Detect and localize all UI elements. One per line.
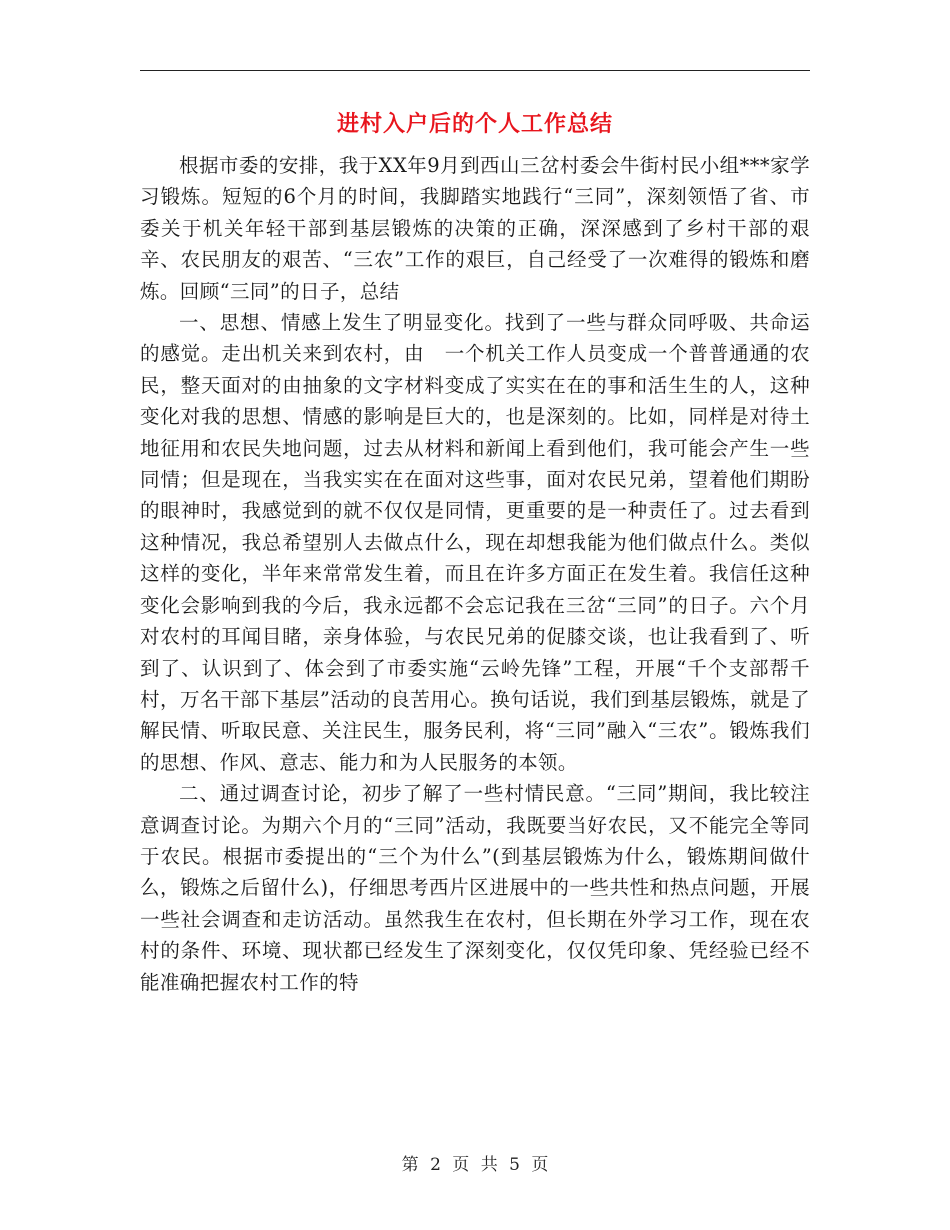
paragraph-intro: 根据市委的安排，我于XX年9月到西山三岔村委会牛街村民小组***家学习锻炼。短短的6个月的时间，我脚踏实地践行“三同”，深刻领悟了省、市委关于机关年轻干部到基层锻炼的决策的正确，深深感到了乡村干部的艰辛、农民朋友的艰苦、“三农”工作的艰巨，自己经受了一次难得的锻炼和磨炼。回顾“三同”的日子，总结 — [140, 154, 810, 303]
footer-total-word: 页 — [531, 1155, 549, 1175]
current-page-number: 2 — [430, 1155, 441, 1175]
page-footer — [0, 1153, 950, 1177]
footer-total-prefix: 共 — [480, 1155, 498, 1175]
paragraph-section-one: 一、思想、情感上发生了明显变化。找到了一些与群众同呼吸、共命运的感觉。走出机关来到农村，由 一个机关工作人员变成一个普普通通的农民，整天面对的由抽象的文字材料变成了实实在在的事和活生生的人，这种变化对我的思想、情感的影响是巨大的，也是深刻的。比如，同样是对待土地征用和农民失地问题，过去从材料和新闻上看到他们，我可能会产生一些同情；但是现在，当我实实在在面对这些事，面对农民兄弟，望着他们期盼的眼神时，我感觉到的就不仅仅是同情，更重要的是一种责任了。过去看到这种情况，我总希望别人去做点什么，现在却想我能为他们做点什么。类似这样的变化，半年来常常发生着，而且在许多方面正在发生着。我信任这种变化会影响到我的今后，我永远都不会忘记我在三岔“三同”的日子。六个月对农村的耳闻目睹，亲身体验，与农民兄弟的促膝交谈，也让我看到了、听到了、认识到了、体会到了市委实施“云岭先锋”工程，开展“千个支部帮千村，万名干部下基层”活动的良苦用心。换句话说，我们到基层锻炼，就是了解民情、听取民意、关注民生，服务民利，将“三同”融入“三农”。锻炼我们的思想、作风、意志、能力和为人民服务的本领。 — [140, 311, 810, 774]
footer-page-word: 页 — [452, 1155, 470, 1175]
footer-prefix: 第 — [401, 1155, 419, 1175]
document-body — [140, 150, 810, 998]
total-page-count: 5 — [509, 1155, 520, 1175]
document-title: 进村入户后的个人工作总结 — [336, 111, 613, 137]
header-rule — [140, 70, 810, 71]
paragraph-section-two: 二、通过调查讨论，初步了解了一些村情民意。“三同”期间，我比较注意调查讨论。为期六个月的“三同”活动，我既要当好农民，又不能完全等同于农民。根据市委提出的“三个为什么”(到基层锻炼为什么，锻炼期间做什么，锻炼之后留什么)，仔细思考西片区进展中的一些共性和热点问题，开展一些社会调查和走访活动。虽然我生在农村，但长期在外学习工作，现在农村的条件、环境、现状都已经发生了深刻变化，仅仅凭印象、凭经验已经不能准确把握农村工作的特 — [140, 782, 810, 994]
